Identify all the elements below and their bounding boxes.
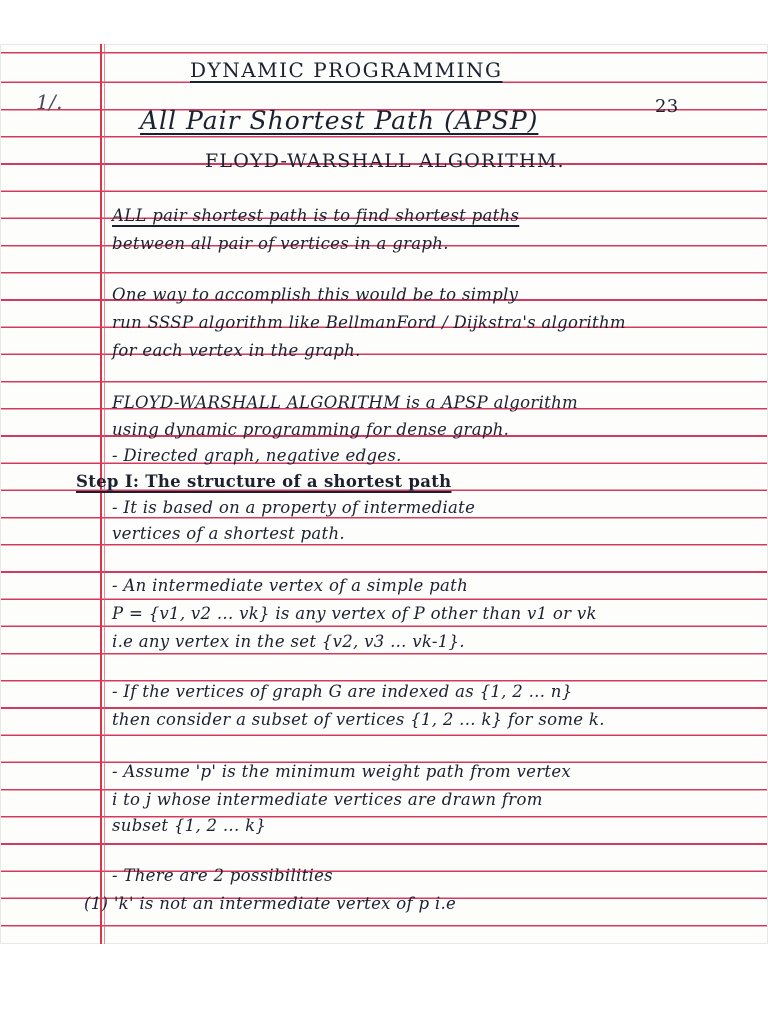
text-line-3: One way to accomplish this would be to simply: [112, 285, 519, 304]
text-line-1: ALL pair shortest path is to find shortest paths: [112, 206, 520, 225]
text-line-17: i to j whose intermediate vertices are drawn from: [112, 790, 543, 809]
text-line-4: run SSSP algorithm like BellmanFord / Dijkstra's algorithm: [112, 313, 626, 332]
text-line-18: subset {1, 2 ... k}: [112, 816, 267, 835]
text-line-10: vertices of a shortest path.: [112, 524, 345, 543]
notebook-page: [0, 44, 768, 944]
text-line-13: i.e any vertex in the set {v2, v3 ... vk-1}.: [112, 632, 465, 651]
heading-apsp: All Pair Shortest Path (APSP): [140, 106, 539, 135]
text-line-2: between all pair of vertices in a graph.: [112, 234, 449, 253]
text-line-12: P = {v1, v2 ... vk} is any vertex of P other than v1 or vk: [112, 604, 597, 623]
text-line-7: using dynamic programming for dense graph.: [112, 420, 510, 439]
text-line-8: - Directed graph, negative edges.: [112, 446, 402, 465]
margin-rule: [100, 44, 102, 944]
text-line-19: - There are 2 possibilities: [112, 866, 333, 885]
heading-floyd-warshall: FLOYD-WARSHALL ALGORITHM.: [205, 150, 565, 172]
heading-dynamic-programming: DYNAMIC PROGRAMMING: [190, 58, 503, 82]
margin-rule-inner: [104, 44, 105, 944]
text-line-15: then consider a subset of vertices {1, 2 ... k} for some k.: [112, 710, 605, 729]
text-line-20: (1) 'k' is not an intermediate vertex of p i.e: [84, 894, 457, 913]
margin-mark: 1/.: [36, 90, 63, 114]
text-line-9: - It is based on a property of intermediate: [112, 498, 476, 517]
text-line-16: - Assume 'p' is the minimum weight path from vertex: [112, 762, 572, 781]
step-one-heading: Step I: The structure of a shortest path: [76, 472, 452, 491]
text-line-11: - An intermediate vertex of a simple path: [112, 576, 469, 595]
text-line-6: FLOYD-WARSHALL ALGORITHM is a APSP algorithm: [112, 393, 578, 412]
text-line-14: - If the vertices of graph G are indexed as {1, 2 ... n}: [112, 682, 573, 701]
page-number: 23: [655, 96, 679, 117]
page-bottom-margin: [0, 944, 768, 1024]
text-line-5: for each vertex in the graph.: [112, 341, 361, 360]
